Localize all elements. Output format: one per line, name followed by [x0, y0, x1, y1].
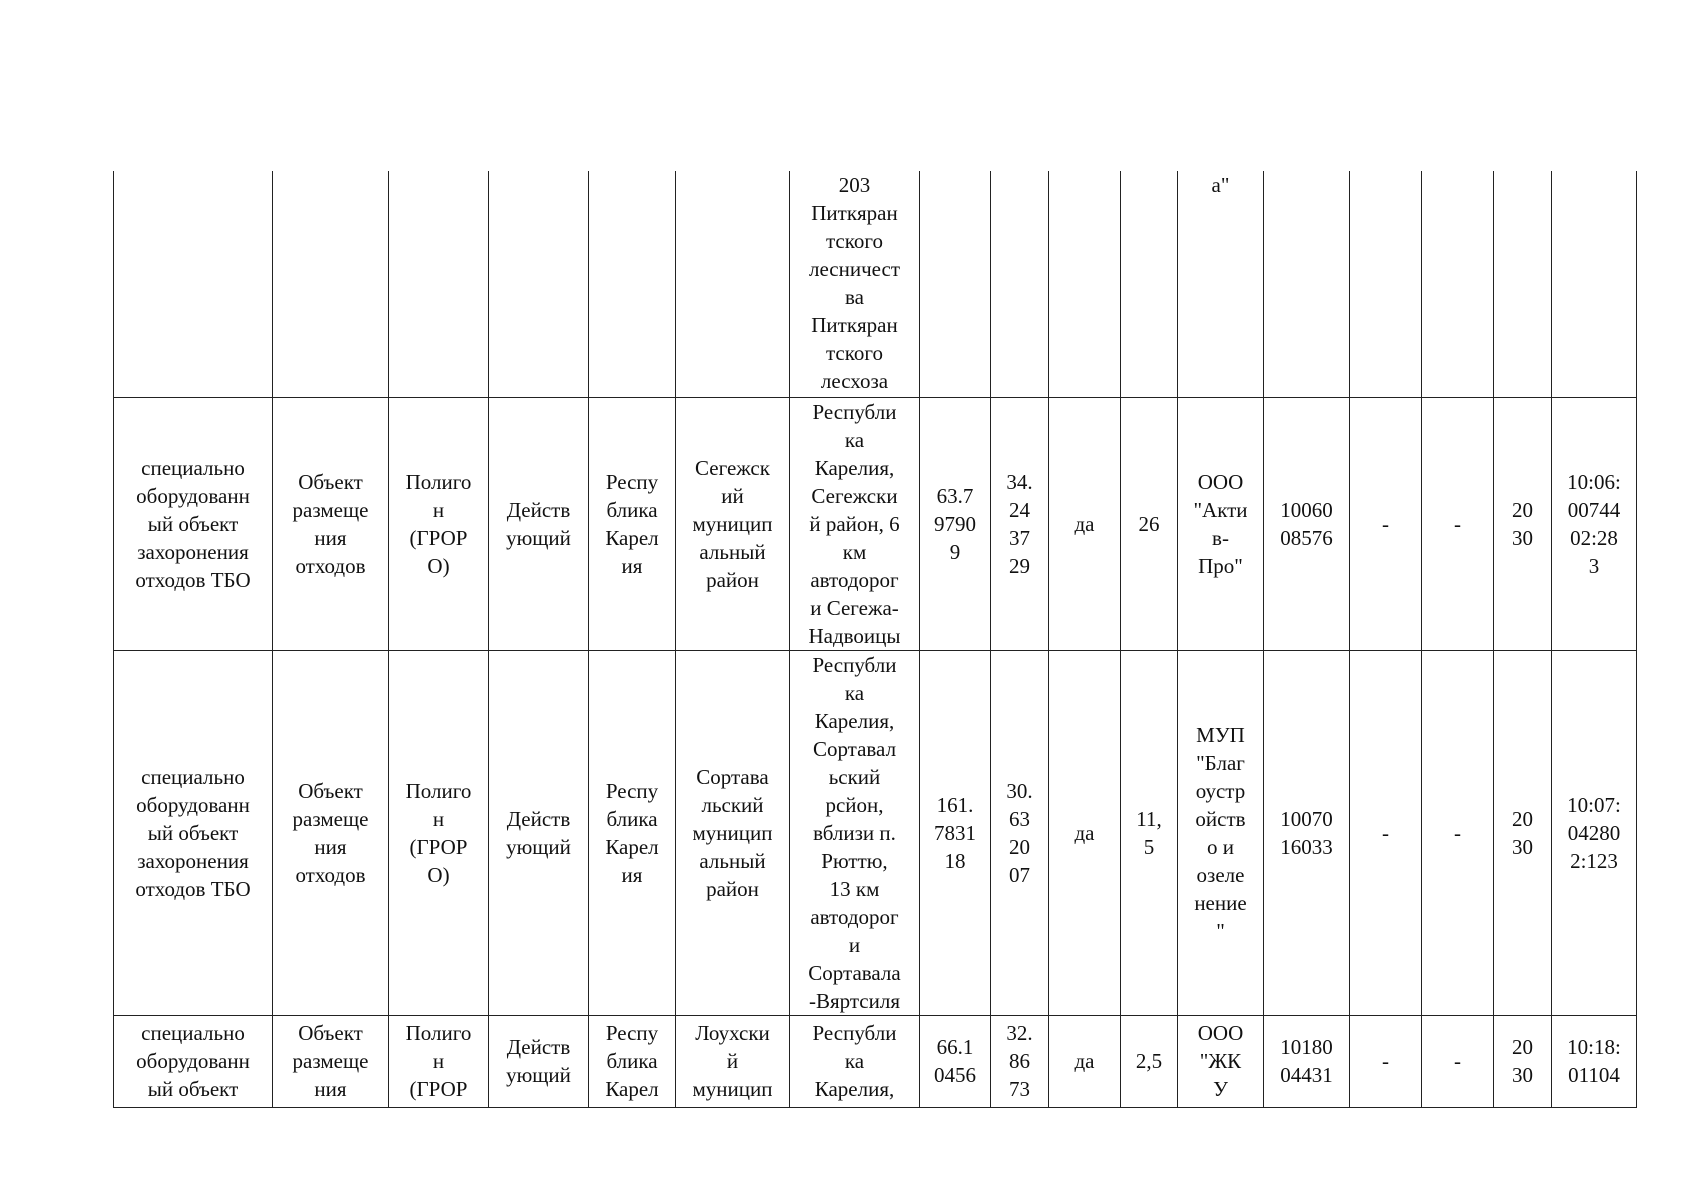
table-row: [114, 171, 1637, 397]
cell-text: специально оборудованн ый объект захоронения отходов ТБО: [135, 764, 251, 901]
cell-text: а": [1211, 173, 1230, 197]
table-cell: [1552, 171, 1637, 397]
cell-text: 20 30: [1512, 806, 1533, 859]
cell-text: Республи ка Карелия, Сортавал ьский рсйон, вблизи п. Рюттю, 13 км автодорог и Сортавала -Вяртсиля: [808, 652, 901, 1013]
cell-text: Действ ующий: [506, 1035, 571, 1087]
cell-text: 30. 63 20 07: [1006, 778, 1033, 887]
table-cell: [114, 171, 273, 397]
cell-text: 10060 08576: [1280, 497, 1333, 550]
table-cell: [389, 397, 489, 650]
table-cell: [790, 1015, 920, 1107]
table-cell: [389, 650, 489, 1015]
table-cell: [790, 171, 920, 397]
table-cell: [1422, 397, 1494, 650]
table-cell: [1350, 1015, 1422, 1107]
cell-text: Респу блика Карел: [605, 1021, 659, 1101]
table-cell: [790, 650, 920, 1015]
table-row: [114, 1015, 1637, 1107]
table-cell: [273, 397, 389, 650]
cell-text: Полиго н (ГРОР О): [405, 778, 472, 887]
cell-text: Сегежск ий муницип альный район: [692, 455, 773, 592]
table-cell: [273, 171, 389, 397]
table-cell: [114, 650, 273, 1015]
cell-text: ООО "ЖК У: [1197, 1021, 1244, 1101]
table-row: [114, 397, 1637, 650]
table-row: [114, 650, 1637, 1015]
table-cell: [1422, 1015, 1494, 1107]
cell-text: 10:18: 01104: [1567, 1035, 1621, 1087]
table-cell: [1178, 397, 1264, 650]
table-cell: [1121, 1015, 1178, 1107]
table-cell: [1049, 1015, 1121, 1107]
cell-text: Сортава льский муницип альный район: [692, 764, 773, 901]
table-cell: [1494, 1015, 1552, 1107]
table-cell: [1552, 397, 1637, 650]
cell-text: Лоухски й муницип: [692, 1021, 773, 1101]
table-cell: [920, 1015, 991, 1107]
table-cell: [589, 650, 676, 1015]
cell-text: 203 Питкяран тского лесничест ва Питкяран тского лесхоза: [808, 173, 901, 393]
table-cell: [114, 1015, 273, 1107]
table-cell: [1121, 650, 1178, 1015]
cell-text: Полиго н (ГРОР О): [405, 469, 472, 578]
cell-text: 11, 5: [1136, 806, 1162, 859]
cell-text: ООО "Акти в- Про": [1193, 469, 1248, 578]
table-cell: [1178, 171, 1264, 397]
table-cell: [1494, 171, 1552, 397]
table-cell: [991, 1015, 1049, 1107]
cell-text: -: [1454, 511, 1461, 536]
table-cell: [589, 171, 676, 397]
table-cell: [1049, 650, 1121, 1015]
cell-text: да: [1074, 511, 1095, 536]
cell-text: 63.7 9790 9: [934, 483, 976, 564]
cell-text: Действ ующий: [506, 497, 571, 550]
table-cell: [1121, 397, 1178, 650]
cell-text: -: [1382, 820, 1389, 845]
table-cell: [489, 1015, 589, 1107]
table-cell: [1264, 650, 1350, 1015]
cell-text: 161. 7831 18: [934, 792, 976, 873]
table-cell: [1494, 650, 1552, 1015]
cell-text: Объект размеще ния: [292, 1021, 369, 1101]
cell-text: 10:07: 04280 2:123: [1567, 792, 1621, 873]
table-cell: [676, 650, 790, 1015]
table-cell: [1049, 171, 1121, 397]
table-cell: [1552, 1015, 1637, 1107]
cell-text: 66.1 0456: [934, 1035, 976, 1087]
registry-table: [113, 171, 1637, 1108]
cell-text: да: [1074, 1049, 1095, 1073]
table-cell: [1350, 171, 1422, 397]
table-cell: [991, 171, 1049, 397]
table-cell: [920, 171, 991, 397]
table-cell: [676, 397, 790, 650]
cell-text: Респу блика Карел ия: [605, 469, 659, 578]
cell-text: 20 30: [1512, 1035, 1533, 1087]
table-cell: [1264, 171, 1350, 397]
cell-text: специально оборудованн ый объект захоронения отходов ТБО: [135, 455, 251, 592]
table-cell: [1552, 650, 1637, 1015]
table-cell: [389, 171, 489, 397]
table-cell: [920, 650, 991, 1015]
cell-text: специально оборудованн ый объект: [136, 1021, 250, 1101]
table-cell: [920, 397, 991, 650]
cell-text: Республи ка Карелия, Сегежски й район, 6 км автодорог и Сегежа- Надвоицы: [808, 399, 901, 648]
table-cell: [676, 171, 790, 397]
cell-text: -: [1382, 1049, 1389, 1073]
table-cell: [1350, 397, 1422, 650]
table-cell: [1049, 397, 1121, 650]
table-cell: [991, 650, 1049, 1015]
cell-text: 34. 24 37 29: [1006, 469, 1033, 578]
cell-text: да: [1074, 820, 1095, 845]
cell-text: Респу блика Карел ия: [605, 778, 659, 887]
cell-text: 32. 86 73: [1006, 1021, 1033, 1101]
cell-text: 2,5: [1135, 1049, 1163, 1073]
cell-text: Полиго н (ГРОР: [405, 1021, 472, 1101]
cell-text: Республи ка Карелия,: [812, 1021, 897, 1101]
table-cell: [1264, 397, 1350, 650]
cell-text: -: [1382, 511, 1389, 536]
table-cell: [273, 1015, 389, 1107]
cell-text: 10070 16033: [1280, 806, 1333, 859]
cell-text: Объект размеще ния отходов: [292, 469, 369, 578]
table-cell: [1178, 1015, 1264, 1107]
table-cell: [1178, 650, 1264, 1015]
cell-text: Объект размеще ния отходов: [292, 778, 369, 887]
table-cell: [1422, 171, 1494, 397]
table-cell: [1422, 650, 1494, 1015]
cell-text: 20 30: [1512, 497, 1533, 550]
cell-text: 26: [1138, 511, 1160, 536]
cell-text: 10:06: 00744 02:28 3: [1567, 469, 1621, 578]
table-cell: [1494, 397, 1552, 650]
table-cell: [489, 397, 589, 650]
table-cell: [273, 650, 389, 1015]
cell-text: Действ ующий: [506, 806, 571, 859]
table-cell: [389, 1015, 489, 1107]
table-cell: [489, 650, 589, 1015]
table-cell: [991, 397, 1049, 650]
table-cell: [790, 397, 920, 650]
table-cell: [1264, 1015, 1350, 1107]
table-cell: [589, 1015, 676, 1107]
cell-text: -: [1454, 1049, 1461, 1073]
cell-text: -: [1454, 820, 1461, 845]
table-cell: [114, 397, 273, 650]
cell-text: 10180 04431: [1280, 1035, 1333, 1087]
table-cell: [1350, 650, 1422, 1015]
table-cell: [589, 397, 676, 650]
table-cell: [676, 1015, 790, 1107]
cell-text: МУП "Благ оустр ойств о и озеле нение ": [1194, 722, 1247, 943]
table-cell: [489, 171, 589, 397]
table-cell: [1121, 171, 1178, 397]
